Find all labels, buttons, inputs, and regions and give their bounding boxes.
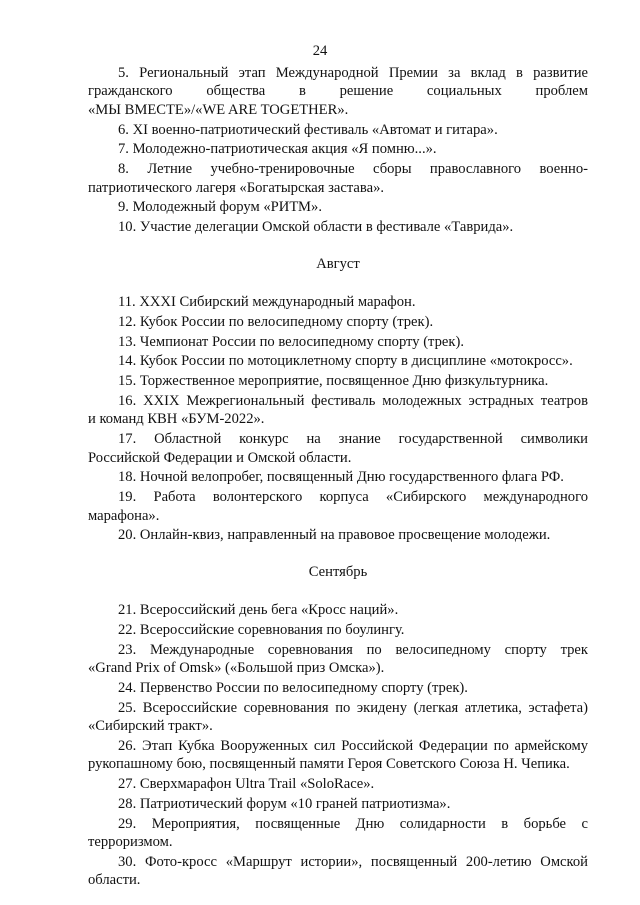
- list-item: [88, 621, 588, 639]
- list-item-line: 14. Кубок России по мотоциклетному спорту в дисциплине «мотокросс».: [118, 353, 573, 370]
- list-item: [88, 488, 588, 525]
- list-item-line: 22. Всероссийские соревнования по боулингу.: [118, 622, 405, 639]
- list-item: [88, 313, 588, 331]
- list-item-line: 18. Ночной велопробег, посвященный Дню государственного флага РФ.: [118, 469, 564, 486]
- list-item-line: и команд КВН «БУМ-2022».: [88, 411, 265, 428]
- list-item: [88, 468, 588, 486]
- list-item-line: рукопашному бою, посвященный памяти Героя Советского Союза Н. Чепика.: [88, 756, 570, 773]
- list-item: [88, 293, 588, 311]
- list-item-line: марафона».: [88, 507, 160, 524]
- list-item: [88, 140, 588, 158]
- list-item-line: 20. Онлайн-квиз, направленный на правовое просвещение молодежи.: [118, 527, 551, 544]
- list-item: [88, 775, 588, 793]
- list-item-line: 7. Молодежно-патриотическая акция «Я помню...».: [118, 141, 437, 158]
- list-item: [88, 392, 588, 429]
- list-item-line: 12. Кубок России по велосипедному спорту (трек).: [118, 313, 434, 330]
- section-heading: Сентябрь: [308, 563, 368, 580]
- list-item-line: 27. Сверхмарафон Ultra Trail «SoloRace».: [118, 776, 375, 793]
- list-item-line: терроризмом.: [88, 834, 173, 851]
- list-item: [88, 198, 588, 216]
- list-item-line: 24. Первенство России по велосипедному спорту (трек).: [118, 680, 468, 697]
- list-item-line: 30. Фото-кросс «Маршрут истории», посвященный 200-летию Омской: [118, 854, 588, 871]
- list-item-line: «Сибирский тракт».: [88, 718, 213, 735]
- list-item: [88, 121, 588, 139]
- list-item: [88, 352, 588, 370]
- list-item: [88, 815, 588, 852]
- list-item: [88, 699, 588, 736]
- list-item-line: 25. Всероссийские соревнования по экидену (легкая атлетика, эстафета): [118, 699, 588, 716]
- list-item-line: 21. Всероссийский день бега «Кросс наций».: [118, 602, 399, 619]
- list-item: [88, 160, 588, 197]
- list-item-line: 16. XXIX Межрегиональный фестиваль молодежных эстрадных театров: [118, 393, 588, 409]
- list-item-line: 23. Международные соревнования по велосипедному спорту трек: [118, 641, 588, 658]
- list-item-line: 8. Летние учебно-тренировочные сборы православного военно-: [118, 161, 588, 178]
- list-item: [88, 372, 588, 390]
- list-item-line: 5. Региональный этап Международной Премии за вклад в развитие: [118, 65, 588, 81]
- list-item: [88, 218, 588, 236]
- list-item-line: 15. Торжественное мероприятие, посвященное Дню физкультурника.: [118, 373, 549, 390]
- list-item-line: 11. XXXI Сибирский международный марафон.: [118, 294, 416, 311]
- list-item: [88, 64, 588, 119]
- list-item-line: «МЫ ВМЕСТЕ»/«WE ARE TOGETHER».: [88, 101, 349, 118]
- list-item-line: области.: [88, 872, 141, 889]
- section-heading: Август: [316, 255, 360, 272]
- list-item-line: патриотического лагеря «Богатырская застава».: [88, 179, 385, 196]
- document-body: [88, 64, 588, 891]
- list-item-line: «Grand Prix of Omsk» («Большой приз Омска»).: [88, 660, 385, 677]
- list-item-line: 10. Участие делегации Омской области в фестивале «Таврида».: [118, 219, 514, 236]
- list-item-line: Российской Федерации и Омской области.: [88, 449, 352, 466]
- list-item: [88, 601, 588, 619]
- list-item-line: 19. Работа волонтерского корпуса «Сибирского международного: [118, 489, 588, 506]
- list-item-line: 17. Областной конкурс на знание государственной символики: [118, 431, 588, 448]
- list-item-line: 6. XI военно-патриотический фестиваль «Автомат и гитара».: [118, 121, 498, 138]
- list-item: [88, 737, 588, 774]
- list-item: [88, 430, 588, 467]
- list-item-line: 9. Молодежный форум «РИТМ».: [118, 199, 322, 216]
- page-number: 24: [312, 43, 328, 59]
- list-item-line: 26. Этап Кубка Вооруженных сил Российской Федерации по армейскому: [118, 738, 588, 755]
- list-item-line: 29. Мероприятия, посвященные Дню солидарности в борьбе с: [118, 815, 588, 832]
- list-item-line: 28. Патриотический форум «10 граней патриотизма».: [118, 796, 451, 813]
- list-item-line: гражданского общества в решение социальных проблем: [88, 83, 588, 100]
- list-item: [88, 333, 588, 351]
- list-item: [88, 853, 588, 890]
- list-item: [88, 679, 588, 697]
- list-item-line: 13. Чемпионат России по велосипедному спорту (трек).: [118, 333, 464, 350]
- list-item: [88, 526, 588, 544]
- list-item: [88, 641, 588, 678]
- list-item: [88, 795, 588, 813]
